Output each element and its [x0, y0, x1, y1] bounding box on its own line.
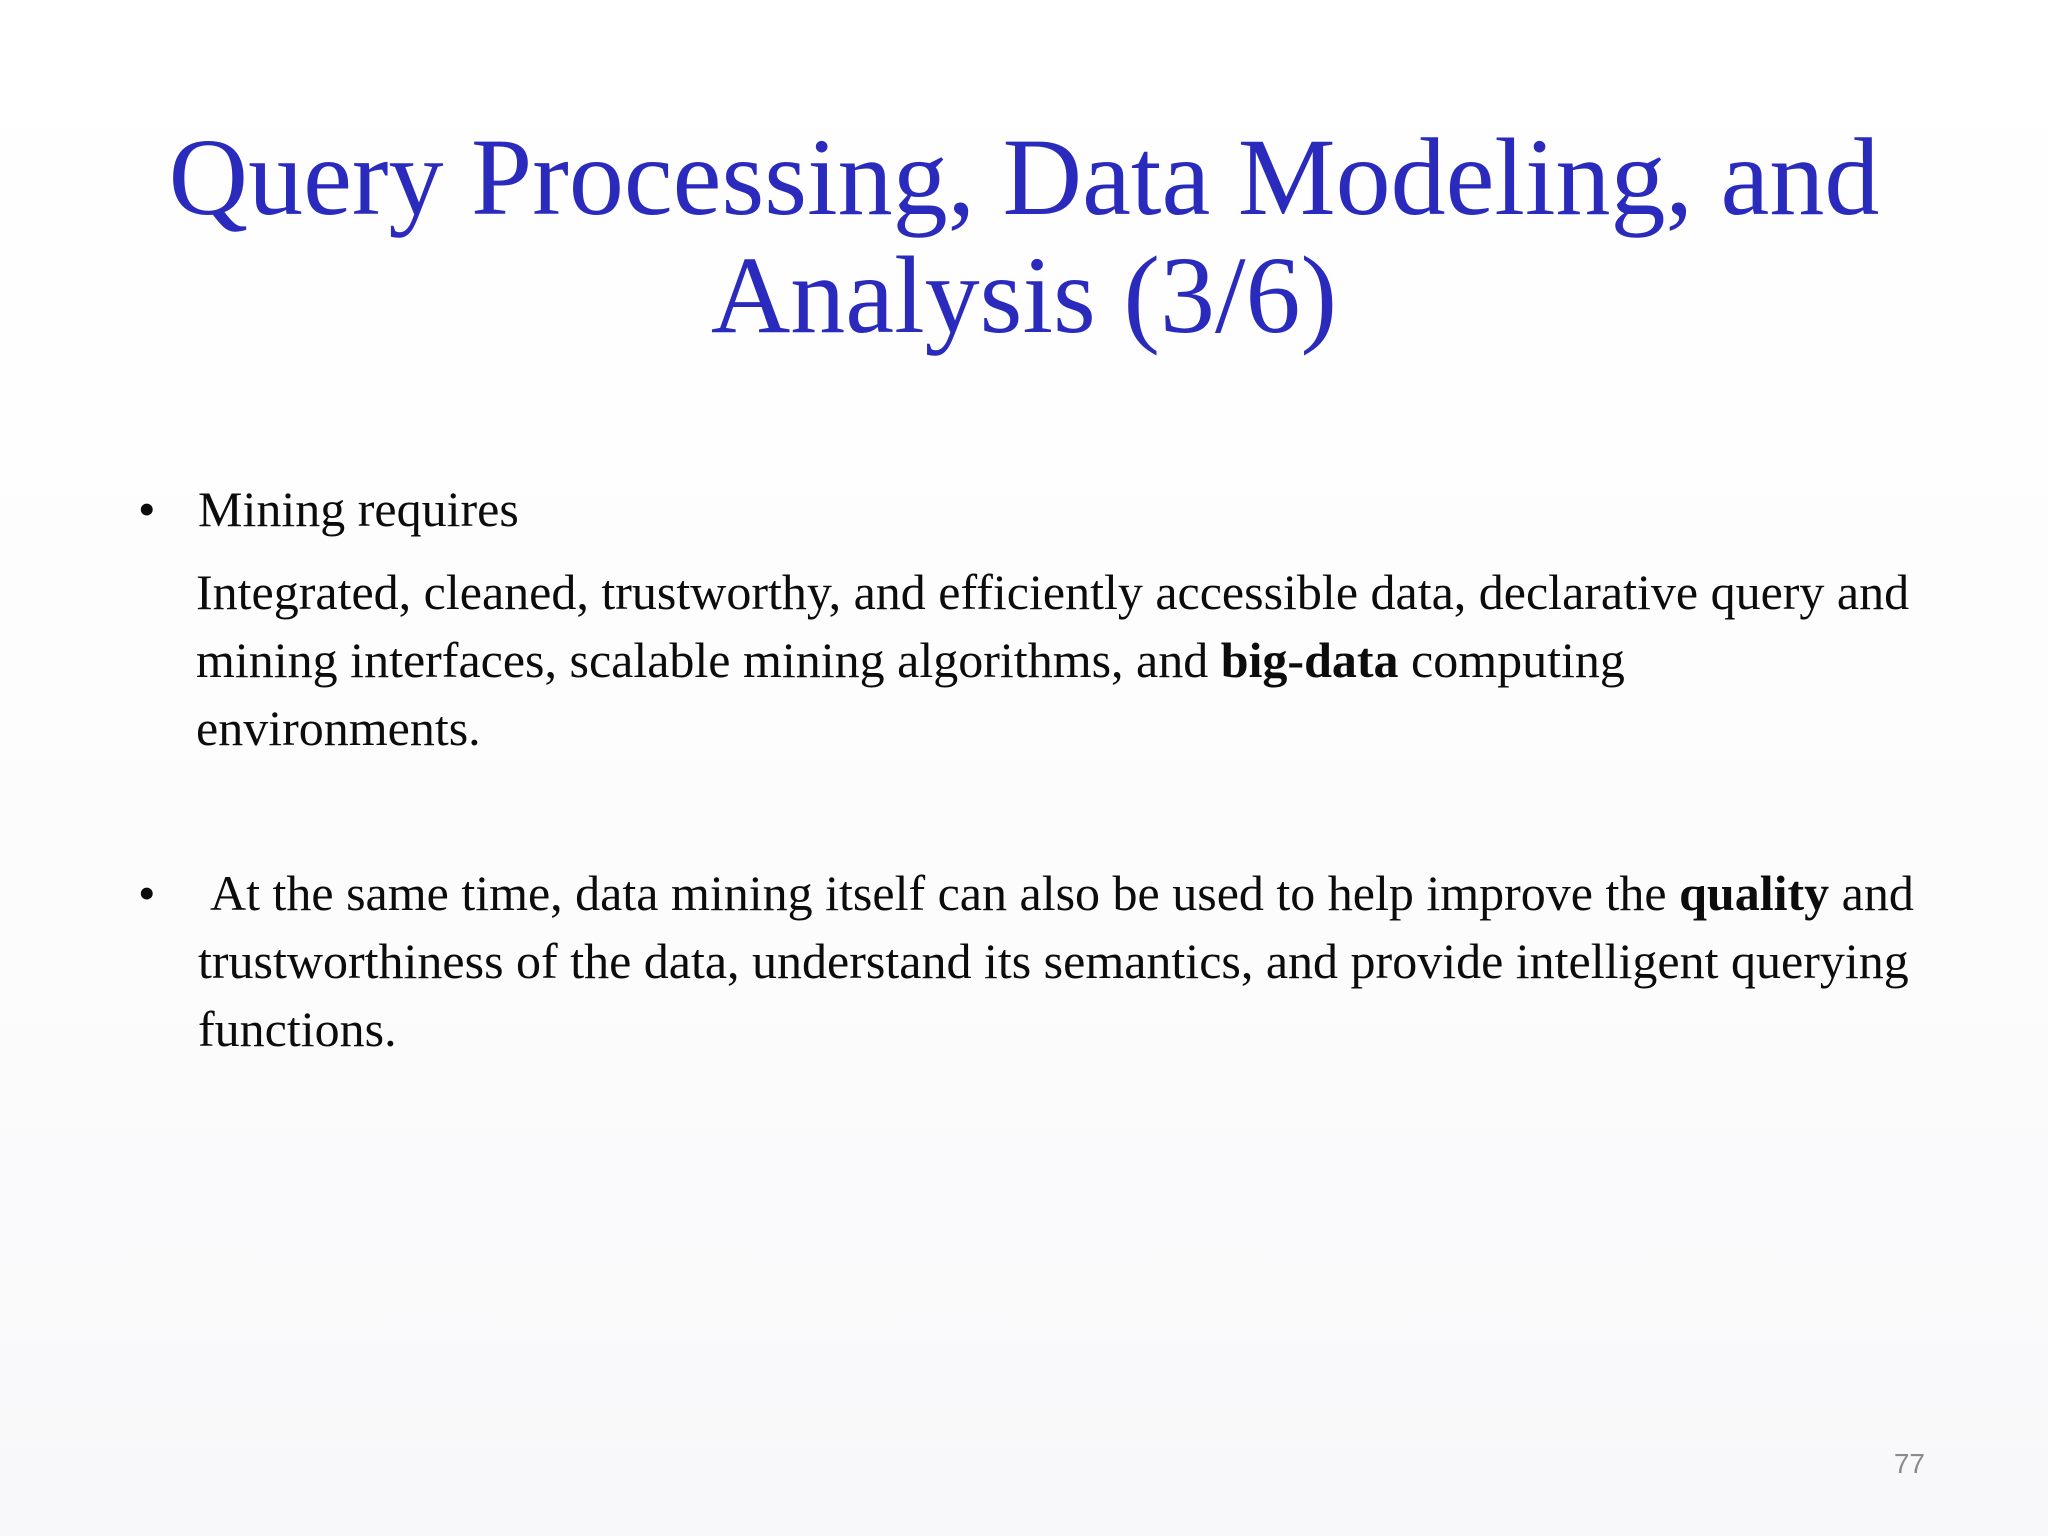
bullet-1-body-text-end: computing environments. [196, 632, 1625, 756]
bullet-2-body [198, 859, 1918, 1063]
bullet-1-heading: Mining requires [198, 481, 519, 537]
slide-title-line-2: Analysis (3/6) [710, 234, 1338, 356]
bullet-marker-2: • [138, 865, 156, 921]
bullet-2-bold: quality [1679, 865, 1830, 921]
page-number: 77 [1893, 1448, 1925, 1479]
bullet-1-body-bold: big-data [1220, 632, 1399, 688]
slide-title [0, 118, 2048, 354]
bullet-1-body [196, 558, 1916, 762]
slide-title-line-1: Query Processing, Data Modeling, and [168, 116, 1880, 238]
bullet-marker-1: • [138, 481, 156, 537]
bullet-1-body-text: Integrated, cleaned, trustworthy, and efficiently accessible data, declarative query and mining interfaces, scalable mining algorithms, and [196, 564, 1910, 688]
bullet-2-text: At the same time, data mining itself can also be used to help improve the [210, 865, 1680, 921]
bullet-2-text-end: and trustworthiness of the data, understand its semantics, and provide intelligent querying functions. [198, 865, 1914, 1057]
